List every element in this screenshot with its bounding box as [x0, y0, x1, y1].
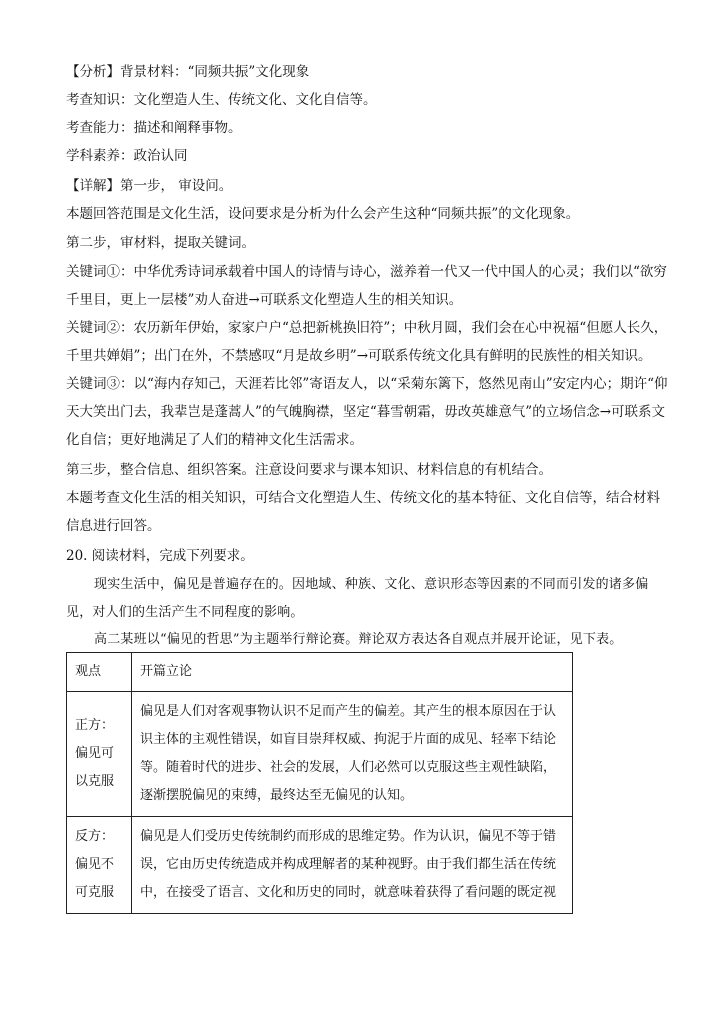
detail-step3: 第三步，整合信息、组织答案。注意设问要求与课本知识、材料信息的有机结合。 — [66, 462, 552, 478]
con-side-label: 反方：偏见不可克服 — [67, 817, 132, 914]
table-row — [67, 817, 573, 914]
analysis-background: 【分析】背景材料：“同频共振”文化现象 — [66, 64, 310, 80]
analysis-knowledge: 考查知识：文化塑造人生、传统文化、文化自信等。 — [66, 92, 377, 108]
question-20-material-2: 高二某班以“偏见的哲思”为主题举行辩论赛。辩论双方表达各自观点并展开论证，见下表。 — [94, 632, 623, 647]
keyword-1: 关键词①：中华优秀诗词承载着中国人的诗情与诗心，滋养着一代又一代中国人的心灵；我们以“欲穷千里目，更上一层楼”劝人奋进→可联系文化塑造人生的相关知识。 — [66, 264, 667, 308]
detail-scope: 本题回答范围是文化生活，设问要求是分析为什么会产生这种“同频共振”的文化现象。 — [66, 206, 580, 222]
keyword-3: 关键词③：以“海内存知己，天涯若比邻”寄语友人，以“采菊东篱下，悠然见南山”安定内心；期许“仰天大笑出门去，我辈岂是蓬蒿人”的气魄胸襟，坚定“暮雪朝霜，毋改英雄意气”的立场信念→可联系文化自信；更好地满足了人们的精神文化生活需求。 — [66, 376, 668, 448]
detail-summary: 本题考查文化生活的相关知识，可结合文化塑造人生、传统文化的基本特征、文化自信等，结合材料信息进行回答。 — [66, 490, 660, 534]
question-20-material-1: 现实生活中，偏见是普遍存在的。因地域、种族、文化、意识形态等因素的不同而引发的诸多偏见，对人们的生活产生不同程度的影响。 — [66, 577, 649, 620]
table-header-row — [67, 653, 573, 692]
question-20-heading: 20. 阅读材料，完成下列要求。 — [66, 548, 254, 564]
detail-step1: 【详解】第一步， 审设问。 — [66, 178, 233, 194]
header-viewpoint: 观点 — [67, 653, 132, 692]
header-opening: 开篇立论 — [132, 653, 573, 692]
detail-step2: 第二步，审材料，提取关键词。 — [66, 235, 255, 251]
debate-table — [66, 652, 573, 914]
pro-side-argument: 偏见是人们对客观事物认识不足而产生的偏差。其产生的根本原因在于认识主体的主观性错误，如盲目崇拜权威、拘泥于片面的成见、轻率下结论等。随着时代的进步、社会的发展，人们必然可以克服这些主观性缺陷，逐渐摆脱偏见的束缚，最终达至无偏见的认知。 — [132, 692, 573, 817]
table-row — [67, 692, 573, 817]
analysis-literacy: 学科素养：政治认同 — [66, 148, 188, 164]
keyword-2: 关键词②：农历新年伊始，家家户户“总把新桃换旧符”；中秋月圆，我们会在心中祝福“但愿人长久，千里共婵娟”；出门在外，不禁感叹“月是故乡明”→可联系传统文化具有鲜明的民族性的相关知识。 — [66, 320, 668, 364]
pro-side-label: 正方：偏见可以克服 — [67, 692, 132, 817]
analysis-ability: 考查能力：描述和阐释事物。 — [66, 120, 242, 136]
con-side-argument: 偏见是人们受历史传统制约而形成的思维定势。作为认识，偏见不等于错误，它由历史传统造成并构成理解者的某种视野。由于我们都生活在传统中，在接受了语言、文化和历史的同时，就意味着获得了看问题的既定视 — [132, 817, 573, 914]
